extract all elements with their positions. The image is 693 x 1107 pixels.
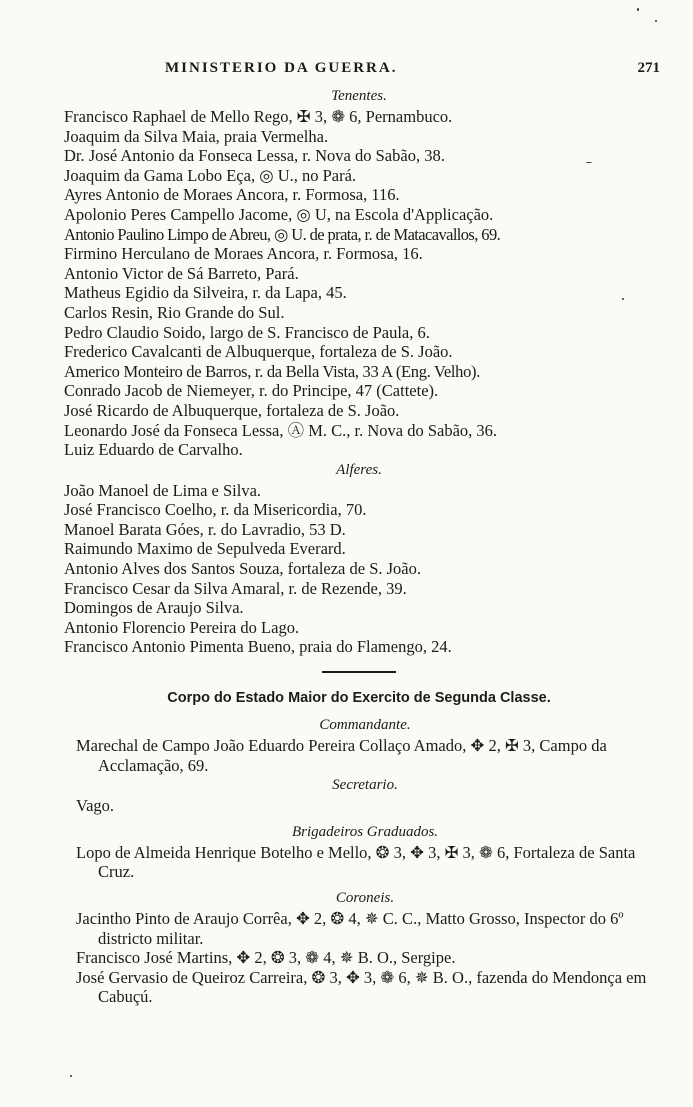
- list-item: Francisco Antonio Pimenta Bueno, praia do Flamengo, 24.: [64, 637, 452, 657]
- tenentes-list: [64, 107, 654, 460]
- list-item: Raimundo Maximo de Sepulveda Everard.: [64, 539, 346, 559]
- section-heading-coroneis: Coroneis.: [335, 890, 395, 906]
- list-item: Americo Monteiro de Barros, r. da Bella Vista, 33 A (Eng. Velho).: [64, 361, 481, 381]
- ink-speck: [622, 298, 624, 300]
- list-item: Luiz Eduardo de Carvalho.: [64, 440, 243, 460]
- page-number: 271: [637, 60, 660, 76]
- list-item: Domingos de Araujo Silva.: [64, 598, 244, 618]
- ink-speck: [70, 1075, 72, 1077]
- alferes-list: [64, 481, 654, 657]
- list-item: Dr. José Antonio da Fonseca Lessa, r. Nova do Sabão, 38.: [64, 146, 445, 166]
- section-divider: [322, 671, 396, 673]
- list-item: Antonio Florencio Pereira do Lago.: [64, 617, 300, 637]
- list-item: José Ricardo de Albuquerque, fortaleza de S. João.: [64, 400, 400, 420]
- list-item: Manoel Barata Góes, r. do Lavradio, 53 D.: [64, 519, 346, 539]
- list-item: Francisco Raphael de Mello Rego, ✠ 3, ❁ 6, Pernambuco.: [64, 107, 453, 126]
- list-item: Joaquim da Silva Maia, praia Vermelha.: [64, 126, 329, 146]
- list-item: Ayres Antonio de Moraes Ancora, r. Formosa, 116.: [64, 185, 400, 205]
- list-item: Firmino Herculano de Moraes Ancora, r. Formosa, 16.: [64, 244, 423, 264]
- section-heading-brigadeiros: Brigadeiros Graduados.: [291, 823, 439, 840]
- section-heading-secretario: Secretario.: [332, 777, 398, 794]
- list-item: Marechal de Campo João Eduardo Pereira Collaço Amado, ✥ 2, ✠ 3, Campo da Acclamação, 69.: [76, 736, 607, 775]
- list-item: Pedro Claudio Soido, largo de S. Francisco de Paula, 6.: [64, 322, 430, 342]
- list-item: Lopo de Almeida Henrique Botelho e Mello, ❂ 3, ✥ 3, ✠ 3, ❁ 6, Fortaleza de Santa Cruz.: [76, 842, 636, 882]
- list-item: Antonio Paulino Limpo de Abreu, ◎ U. de prata, r. de Matacavallos, 69.: [64, 224, 501, 244]
- ink-speck: [655, 20, 657, 22]
- running-title: MINISTERIO DA GUERRA.: [165, 60, 398, 76]
- page-header: [60, 60, 660, 84]
- page-body: [64, 86, 654, 1007]
- list-item: Antonio Victor de Sá Barreto, Pará.: [64, 263, 299, 283]
- list-item: Francisco Cesar da Silva Amaral, r. de Rezende, 39.: [64, 578, 407, 598]
- list-item: Vago.: [76, 796, 115, 816]
- section-heading-commandante: Commandante.: [319, 717, 411, 734]
- corps-section: [64, 715, 654, 1007]
- list-item: Leonardo José da Fonseca Lessa, Ⓐ M. C., r. Nova do Sabão, 36.: [64, 420, 498, 440]
- list-item: Joaquim da Gama Lobo Eça, ◎ U., no Pará.: [64, 165, 357, 185]
- list-item: Carlos Resin, Rio Grande do Sul.: [64, 302, 285, 322]
- list-item: João Manoel de Lima e Silva.: [64, 480, 262, 500]
- list-item: Frederico Cavalcanti de Albuquerque, fortaleza de S. João.: [64, 342, 453, 362]
- ink-speck: [637, 8, 639, 11]
- list-item: Matheus Egidio da Silveira, r. da Lapa, 45.: [64, 283, 347, 303]
- list-item: Antonio Alves dos Santos Souza, fortaleza de S. João.: [64, 559, 421, 579]
- list-item: José Francisco Coelho, r. da Misericordia, 70.: [64, 500, 367, 520]
- list-item: Apolonio Peres Campello Jacome, ◎ U, na Escola d'Applicação.: [64, 204, 494, 224]
- section-heading-alferes: Alferes.: [336, 461, 382, 478]
- list-item: Jacintho Pinto de Araujo Corrêa, ✥ 2, ❂ 4, ✵ C. C., Matto Grosso, Inspector do 6º districto militar.: [76, 909, 624, 948]
- list-item: Francisco José Martins, ✥ 2, ❂ 3, ❁ 4, ✵ B. O., Sergipe.: [76, 948, 456, 968]
- list-item: José Gervasio de Queiroz Carreira, ❂ 3, ✥ 3, ❁ 6, ✵ B. O., fazenda do Mendonça em Cabuçú.: [76, 967, 647, 1007]
- corps-title: Corpo do Estado Maior do Exercito de Segunda Classe.: [167, 690, 551, 707]
- section-heading-tenentes: Tenentes.: [331, 88, 387, 104]
- ink-speck: [586, 162, 592, 163]
- list-item: Conrado Jacob de Niemeyer, r. do Principe, 47 (Cattete).: [64, 381, 439, 401]
